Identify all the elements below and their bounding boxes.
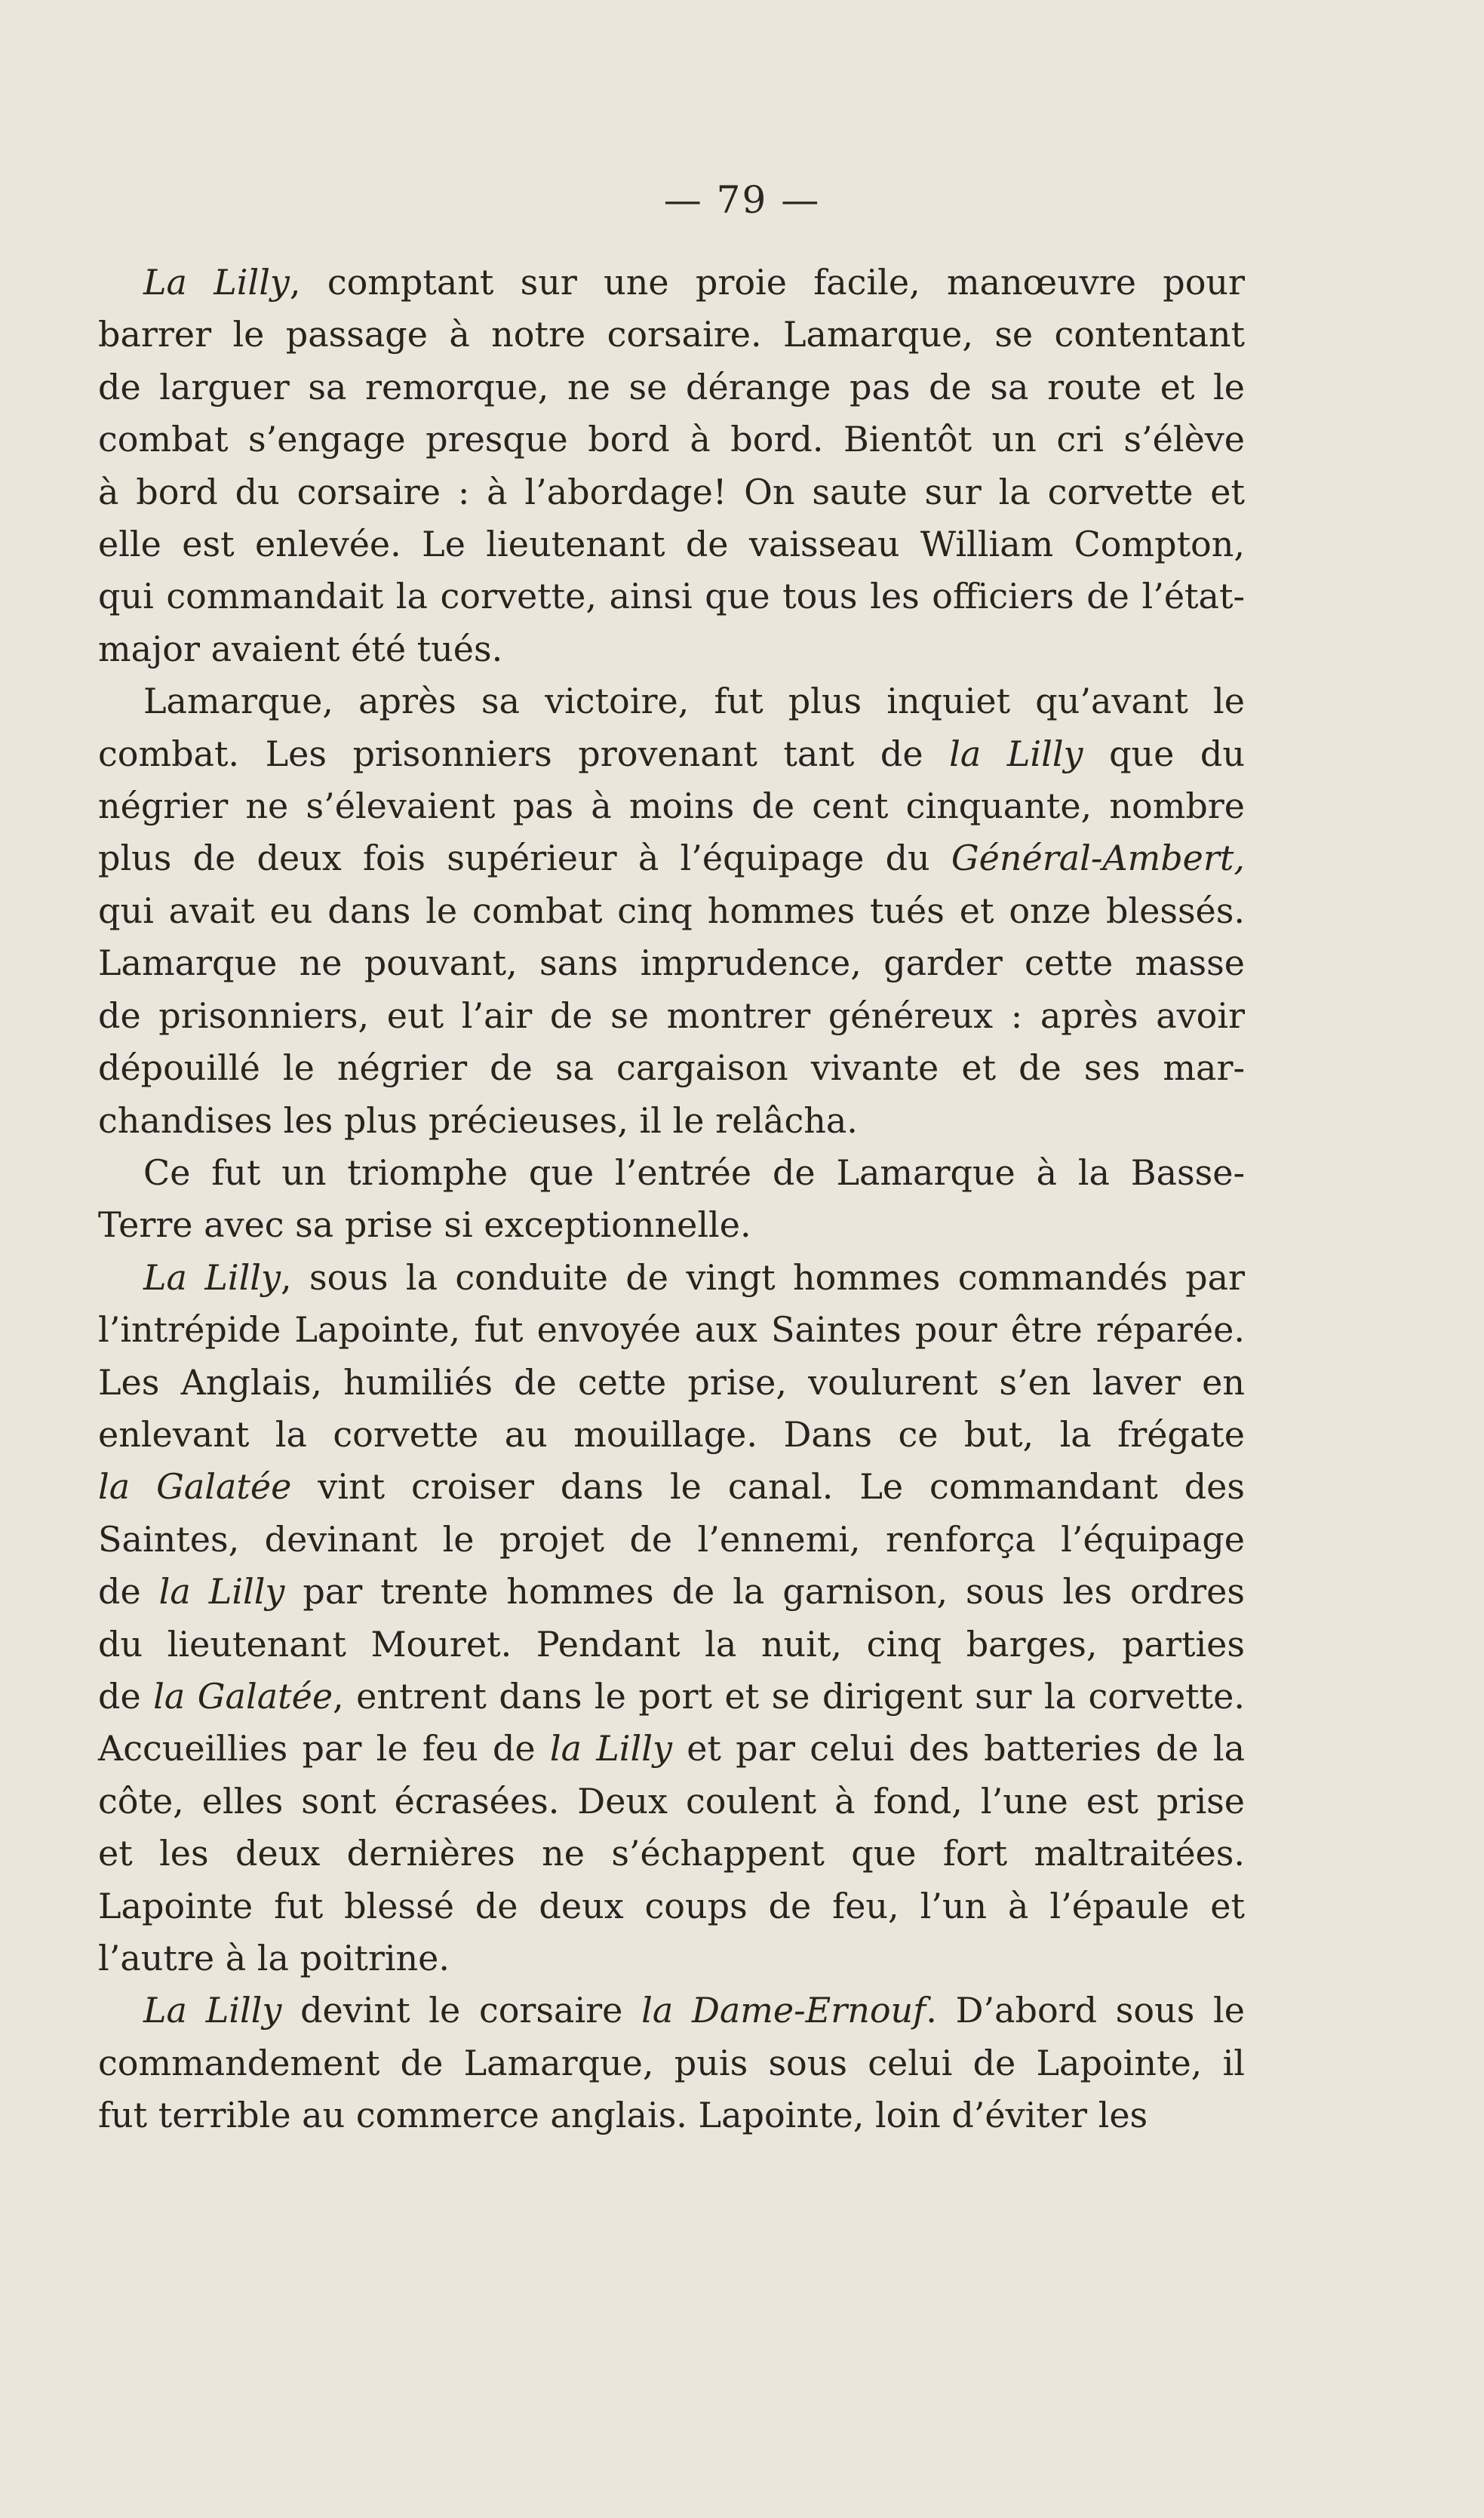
page-number: — 79 — <box>663 178 821 222</box>
text-segment: commandement de Lamarque, puis sous celui de Lapointe, il <box>98 2042 1245 2083</box>
text-line <box>98 1147 1245 1199</box>
text-segment: par trente hommes de la garnison, sous les ordres <box>284 1571 1245 1613</box>
text-line <box>98 1723 1245 1775</box>
text-segment: Terre avec sa prise si exceptionnelle. <box>98 1204 751 1246</box>
text-line <box>98 1932 1245 1985</box>
text-line <box>98 937 1245 989</box>
text-line <box>98 309 1245 361</box>
text-segment: Saintes, devinant le projet de l’ennemi, renforça l’équipage <box>98 1518 1245 1560</box>
text-line <box>98 1095 1245 1147</box>
text-line <box>98 466 1245 518</box>
italic-text: La Lilly <box>143 1256 281 1298</box>
text-line <box>98 780 1245 832</box>
italic-text: la Galatée <box>98 1466 292 1508</box>
text-segment: Lapointe fut blessé de deux coups de feu, l’un à l’épaule et <box>98 1885 1245 1926</box>
text-segment: vint croiser dans le canal. Le commandant des <box>291 1466 1246 1508</box>
text-segment: que du <box>1083 733 1245 774</box>
text-segment: de <box>98 1675 154 1717</box>
text-segment: du lieutenant Mouret. Pendant la nuit, cinq barges, parties <box>98 1623 1245 1665</box>
text-segment: Les Anglais, humiliés de cette prise, voulurent s’en laver en <box>98 1361 1245 1403</box>
text-line <box>98 623 1245 675</box>
text-line <box>98 1409 1245 1461</box>
italic-text: la Lilly <box>949 733 1083 774</box>
paragraph <box>98 675 1245 1147</box>
text-line <box>98 257 1245 309</box>
text-segment: Accueillies par le feu de <box>98 1728 550 1769</box>
text-segment: côte, elles sont écrasées. Deux coulent à fond, l’une est prise <box>98 1780 1245 1822</box>
text-segment: Lamarque ne pouvant, sans imprudence, garder cette masse <box>98 942 1245 984</box>
text-segment: major avaient été tués. <box>98 628 503 669</box>
italic-text: la Lilly <box>549 1728 672 1769</box>
text-segment: Lamarque, après sa victoire, fut plus inquiet qu’avant le <box>143 681 1245 722</box>
text-line <box>98 1880 1245 1932</box>
text-segment: négrier ne s’élevaient pas à moins de cent cinquante, nombre <box>98 786 1245 827</box>
text-line <box>98 361 1245 414</box>
paragraph <box>98 1252 1245 1985</box>
text-segment: , comptant sur une proie facile, manœuvre pour <box>289 262 1245 303</box>
text-line <box>98 414 1245 466</box>
text-line <box>98 1619 1245 1671</box>
text-segment: à bord du corsaire : à l’abordage! On saute sur la corvette et <box>98 471 1245 512</box>
text-segment: . D’abord sous le <box>926 1990 1245 2031</box>
text-line <box>98 1566 1245 1618</box>
paragraph <box>98 1147 1245 1252</box>
text-line <box>98 728 1245 780</box>
text-segment: , sous la conduite de vingt hommes commandés par <box>281 1256 1245 1298</box>
text-line <box>98 570 1245 623</box>
text-segment: de prisonniers, eut l’air de se montrer généreux : après avoir <box>98 995 1245 1036</box>
text-line <box>98 1776 1245 1828</box>
italic-text: la Dame-Ernouf <box>641 1990 926 2031</box>
text-segment: qui commandait la corvette, ainsi que tous les officiers de l’état- <box>98 576 1245 617</box>
italic-text: la Galatée <box>153 1675 333 1717</box>
text-segment: enlevant la corvette au mouillage. Dans ce but, la frégate <box>98 1413 1245 1455</box>
text-segment: plus de deux fois supérieur à l’équipage du <box>98 838 951 879</box>
text-segment: qui avait eu dans le combat cinq hommes tués et onze blessés. <box>98 890 1245 931</box>
text-line <box>98 832 1245 884</box>
text-line <box>98 990 1245 1042</box>
text-line <box>98 1252 1245 1304</box>
text-segment: l’intrépide Lapointe, fut envoyée aux Saintes pour être réparée. <box>98 1309 1245 1351</box>
text-segment: l’autre à la poitrine. <box>98 1938 450 1978</box>
text-segment: de <box>98 1571 159 1613</box>
text-segment: fut terrible au commerce anglais. Lapointe, loin d’éviter les <box>98 2095 1148 2136</box>
text-segment: et les deux dernières ne s’échappent que fort maltraitées. <box>98 1833 1245 1874</box>
text-line <box>98 675 1245 727</box>
text-segment: combat s’engage presque bord à bord. Bientôt un cri s’élève <box>98 419 1245 460</box>
text-segment: combat. Les prisonniers provenant tant de <box>98 733 950 774</box>
italic-text: La Lilly <box>143 262 290 303</box>
text-line <box>98 885 1245 937</box>
text-line <box>98 1042 1245 1094</box>
text-line <box>98 1514 1245 1566</box>
text-line <box>98 1304 1245 1356</box>
text-line <box>98 1985 1245 2037</box>
text-line <box>98 1199 1245 1251</box>
text-line <box>98 2089 1245 2141</box>
text-line <box>98 1828 1245 1880</box>
text-segment: dépouillé le négrier de sa cargaison vivante et de ses mar- <box>98 1047 1245 1089</box>
text-segment: et par celui des batteries de la <box>671 1728 1245 1769</box>
italic-text: la Lilly <box>158 1571 285 1613</box>
text-line <box>98 1357 1245 1409</box>
text-segment: de larguer sa remorque, ne se dérange pas de sa route et le <box>98 366 1245 407</box>
text-line <box>98 2037 1245 2089</box>
text-segment: barrer le passage à notre corsaire. Lamarque, se contentant <box>98 314 1245 355</box>
paragraph <box>98 1985 1245 2141</box>
text-segment: elle est enlevée. Le lieutenant de vaisseau William Compton, <box>98 524 1245 565</box>
italic-text: La Lilly <box>143 1990 282 2031</box>
italic-text: Général-Ambert, <box>951 838 1245 879</box>
text-segment: devint le corsaire <box>281 1990 642 2031</box>
text-line <box>98 1671 1245 1723</box>
text-segment: , entrent dans le port et se dirigent sur la corvette. <box>333 1675 1245 1717</box>
text-segment: Ce fut un triomphe que l’entrée de Lamarque à la Basse- <box>143 1151 1245 1193</box>
body-text <box>98 257 1245 2142</box>
text-segment: chandises les plus précieuses, il le relâcha. <box>98 1099 858 1141</box>
paragraph <box>98 257 1245 675</box>
text-line <box>98 518 1245 570</box>
text-line <box>98 1461 1245 1513</box>
